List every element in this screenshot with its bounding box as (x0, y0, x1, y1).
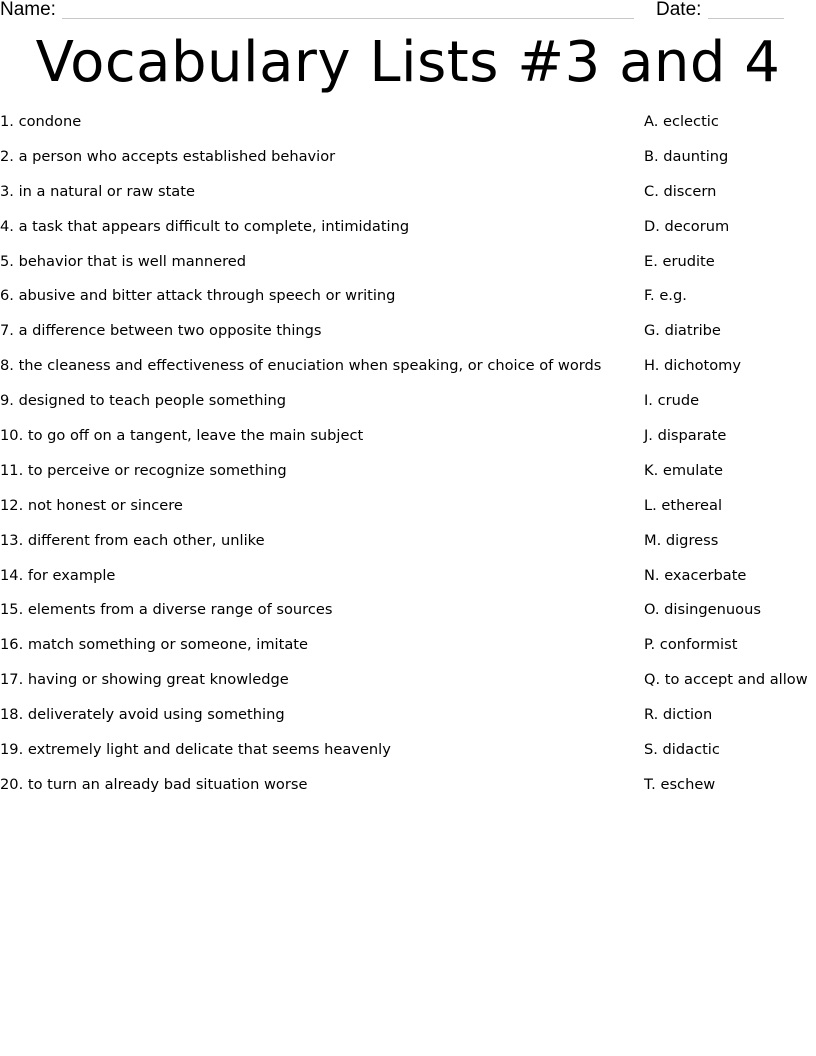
answer-item: C. discern (644, 182, 717, 200)
clue-item: 2. a person who accepts established behavior (0, 147, 336, 165)
answer-item: B. daunting (644, 147, 729, 165)
answer-item: E. erudite (644, 252, 715, 270)
clue-item: 9. designed to teach people something (0, 392, 287, 410)
answer-item: S. didactic (644, 741, 720, 759)
clue-item: 16. match something or someone, imitate (0, 636, 308, 654)
answer-item: P. conformist (644, 636, 738, 654)
answer-item: M. digress (644, 531, 719, 549)
answer-item: O. disingenuous (644, 601, 761, 619)
clue-item: 10. to go off on a tangent, leave the main subject (0, 427, 364, 445)
answer-item: F. e.g. (644, 287, 687, 305)
name-label: Name: (0, 0, 56, 20)
clue-item: 6. abusive and bitter attack through speech or writing (0, 287, 396, 305)
clue-item: 8. the cleaness and effectiveness of enuciation when speaking, or choice of words (0, 357, 602, 375)
name-blank-line (62, 18, 634, 19)
clue-item: 4. a task that appears difficult to complete, intimidating (0, 217, 410, 235)
clue-item: 5. behavior that is well mannered (0, 252, 247, 270)
answer-item: G. diatribe (644, 322, 721, 340)
clue-item: 13. different from each other, unlike (0, 531, 265, 549)
page-title: Vocabulary Lists #3 and 4 (35, 30, 781, 95)
answer-item: H. dichotomy (644, 357, 742, 375)
clue-item: 19. extremely light and delicate that seems heavenly (0, 741, 391, 759)
clue-item: 12. not honest or sincere (0, 496, 183, 514)
clue-item: 15. elements from a diverse range of sources (0, 601, 333, 619)
answer-item: Q. to accept and allow (644, 671, 808, 689)
answers-list (644, 112, 816, 810)
answer-item: K. emulate (644, 461, 723, 479)
clue-item: 20. to turn an already bad situation worse (0, 775, 308, 793)
answer-item: T. eschew (644, 775, 716, 793)
clue-item: 1. condone (0, 113, 82, 130)
clue-item: 18. deliverately avoid using something (0, 706, 285, 724)
date-label: Date: (656, 0, 702, 20)
answer-item: A. eclectic (644, 113, 719, 130)
clue-item: 7. a difference between two opposite things (0, 322, 322, 340)
answer-item: J. disparate (644, 427, 727, 445)
answer-item: N. exacerbate (644, 566, 747, 584)
clue-item: 3. in a natural or raw state (0, 182, 195, 200)
answer-item: I. crude (644, 392, 700, 410)
clue-item: 14. for example (0, 566, 116, 584)
date-blank-line (708, 18, 784, 19)
clues-list (0, 112, 630, 810)
clue-item: 17. having or showing great knowledge (0, 671, 289, 689)
answer-item: R. diction (644, 706, 713, 724)
worksheet-header (0, 0, 816, 24)
clue-item: 11. to perceive or recognize something (0, 461, 287, 479)
answer-item: L. ethereal (644, 496, 722, 514)
answer-item: D. decorum (644, 217, 730, 235)
